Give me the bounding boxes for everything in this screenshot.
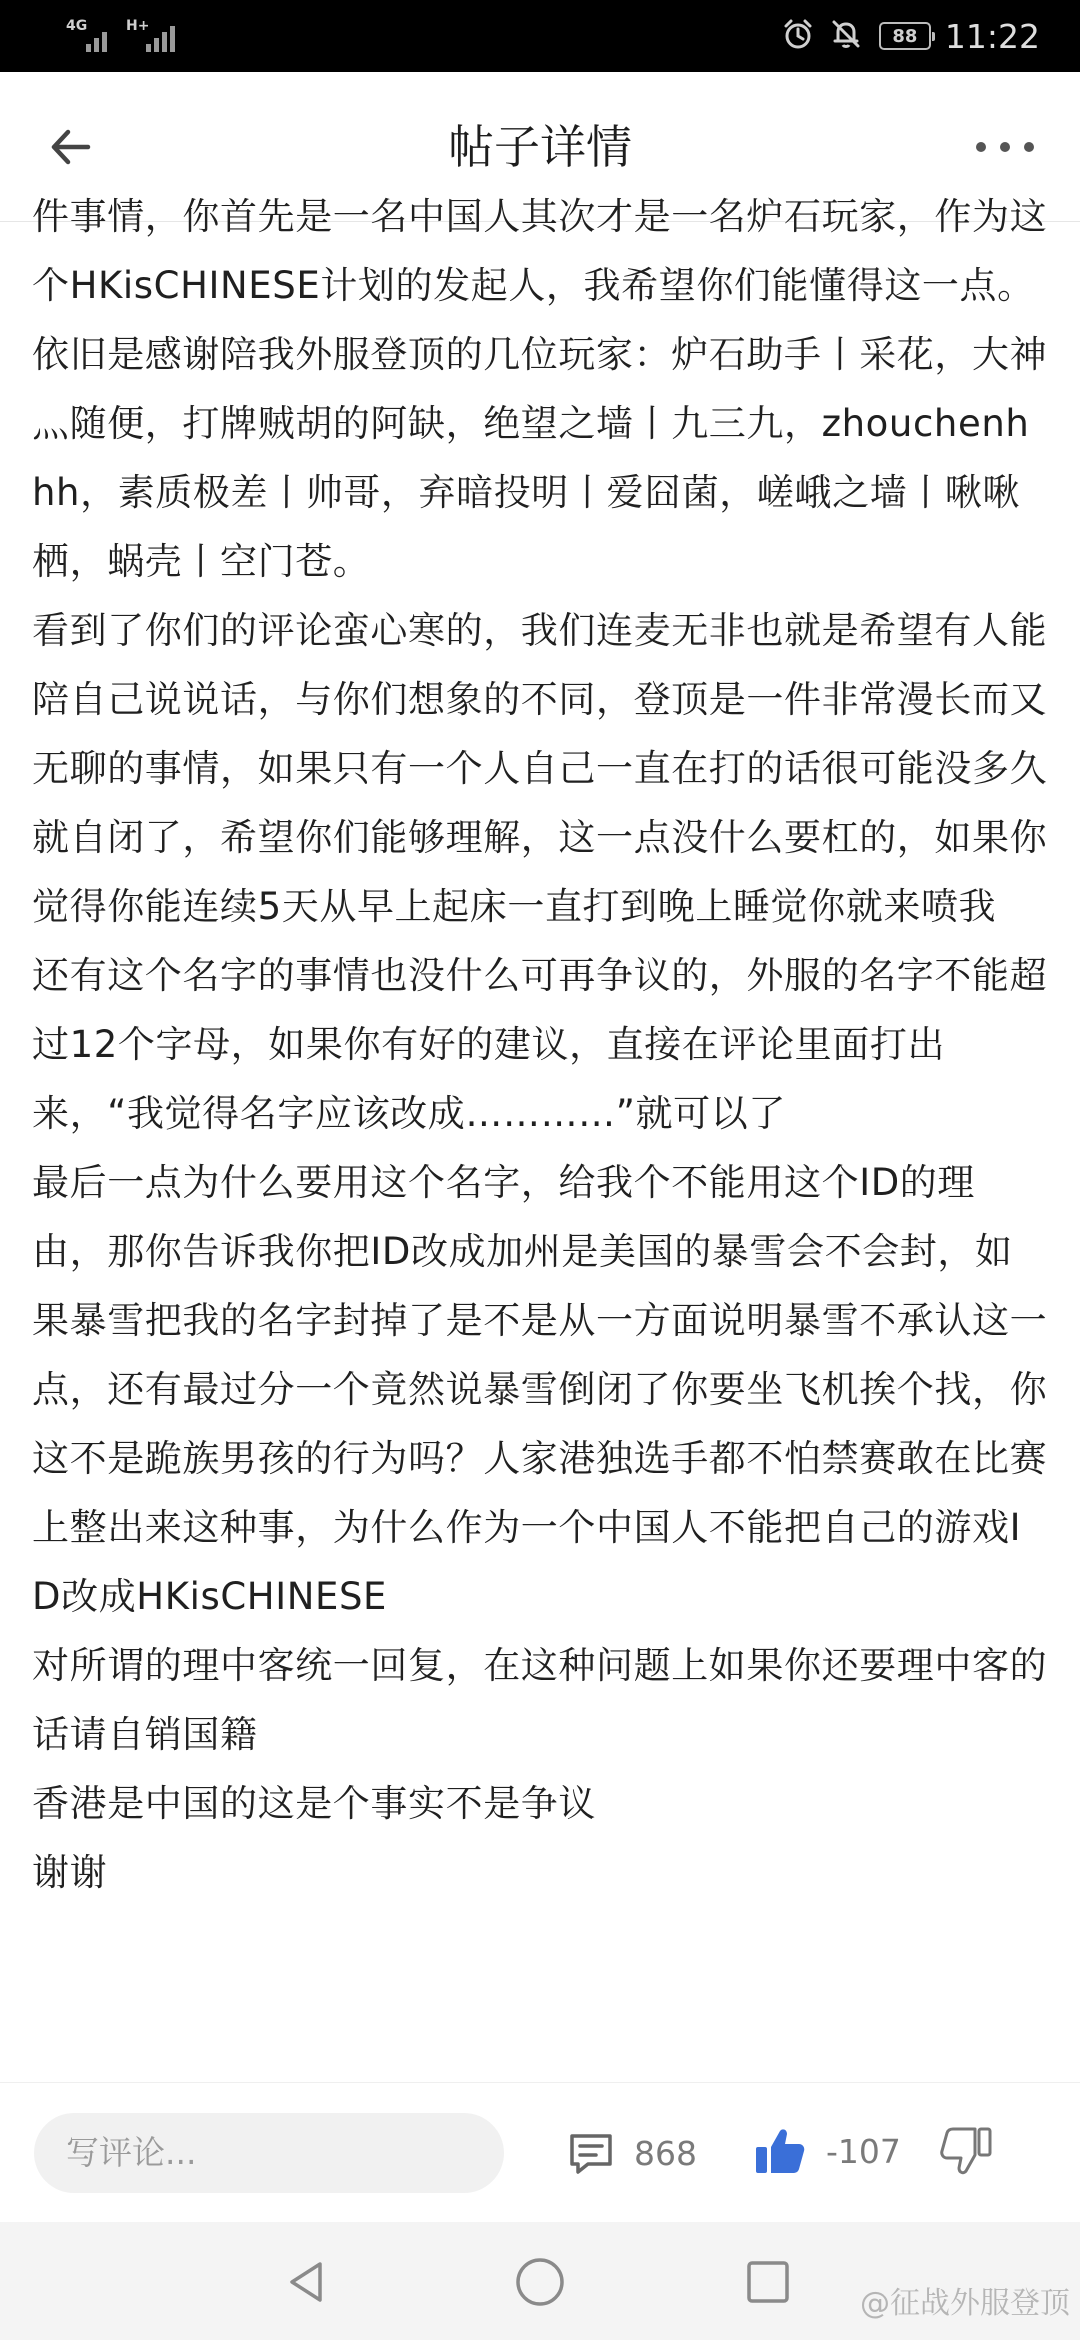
more-button[interactable] (970, 122, 1040, 172)
status-right-group (767, 0, 1040, 72)
watermark: @征战外服登顶 (860, 2286, 1070, 2321)
post-paragraph: 件事情，你首先是一名中国人其次才是一名炉石玩家，作为这个HKisCHINESE计划的发起人，我希望你们能懂得这一点。 (32, 195, 1048, 307)
signal-bar-icon (94, 38, 99, 52)
status-time: 11:22 (944, 16, 1040, 56)
more-dots-icon (973, 139, 1037, 155)
dislike-button[interactable] (938, 2119, 994, 2183)
post-paragraph: 谢谢 (32, 1851, 108, 1894)
thumbs-up-icon (752, 2123, 808, 2179)
thumbs-down-icon (938, 2123, 994, 2179)
post-paragraph: 看到了你们的评论蛮心寒的，我们连麦无非也就是希望有人能陪自己说说话，与你们想象的不同，登顶是一件非常漫长而又无聊的事情，如果只有一个人自己一直在打的话很可能没多久就自闭了，希望你们能够理解，这一点没什么要杠的，如果你觉得你能连续5天从早上起床一直打到晚上睡觉你就来喷我 (32, 609, 1048, 928)
like-count: -107 (826, 2131, 901, 2171)
nav-back-icon (284, 2258, 332, 2306)
network-hplus-label: H+ (126, 18, 150, 34)
network-indicators (60, 14, 190, 58)
post-paragraph: 香港是中国的这是个事实不是争议 (32, 1782, 596, 1825)
nav-home-button[interactable] (510, 2252, 570, 2312)
post-body (32, 182, 1048, 1907)
signal-bar-icon (170, 26, 175, 52)
signal-bar-icon (154, 38, 159, 52)
post-paragraph: 依旧是感谢陪我外服登顶的几位玩家：炉石助手丨采花，大神灬随便，打牌贼胡的阿缺，绝望之墙丨九三九，zhouchenhhh，素质极差丨帅哥，弃暗投明丨爱囧菌，嵯峨之墙丨啾啾栖，蜗壳丨空门苍。 (32, 333, 1048, 583)
bell-off-icon (829, 17, 863, 55)
nav-home-icon (514, 2256, 566, 2308)
like-button[interactable] (752, 2119, 901, 2183)
arrow-left-icon (46, 123, 94, 171)
nav-recent-button[interactable] (738, 2252, 798, 2312)
post-paragraph: 还有这个名字的事情也没什么可再争议的，外服的名字不能超过12个字母，如果你有好的建议，直接在评论里面打出来，“我觉得名字应该改成…………”就可以了 (32, 954, 1048, 1135)
back-button[interactable] (40, 117, 100, 177)
signal-bar-icon (162, 32, 167, 52)
comment-input[interactable]: 写评论... (34, 2113, 504, 2193)
post-paragraph: 对所谓的理中客统一回复，在这种问题上如果你还要理中客的话请自销国籍 (32, 1644, 1048, 1756)
post-content[interactable] (0, 195, 1080, 2082)
battery-icon: 88 (879, 22, 931, 50)
post-paragraph: 最后一点为什么要用这个名字，给我个不能用这个ID的理由，那你告诉我你把ID改成加州是美国的暴雪会不会封，如果暴雪把我的名字封掉了是不是从一方面说明暴雪不承认这一点，还有最过分一个竟然说暴雪倒闭了你要坐飞机挨个找，你这不是跪族男孩的行为吗？人家港独选手都不怕禁赛敢在比赛上整出来这种事，为什么作为一个中国人不能把自己的游戏ID改成HKisCHINESE (32, 1161, 1048, 1618)
comment-icon (566, 2128, 616, 2178)
page-title: 帖子详情 (448, 120, 632, 174)
nav-back-button[interactable] (278, 2252, 338, 2312)
signal-bar-icon (146, 44, 151, 52)
status-bar (0, 0, 1080, 72)
alarm-icon (781, 17, 815, 55)
nav-recent-icon (744, 2258, 792, 2306)
comment-bar (0, 2082, 1080, 2223)
navigation-bar (0, 2222, 1080, 2340)
comment-count: 868 (634, 2133, 697, 2173)
network-4g-label: 4G (66, 18, 88, 34)
comments-button[interactable] (566, 2123, 697, 2183)
signal-bar-icon (86, 44, 91, 52)
signal-bar-icon (102, 32, 107, 52)
